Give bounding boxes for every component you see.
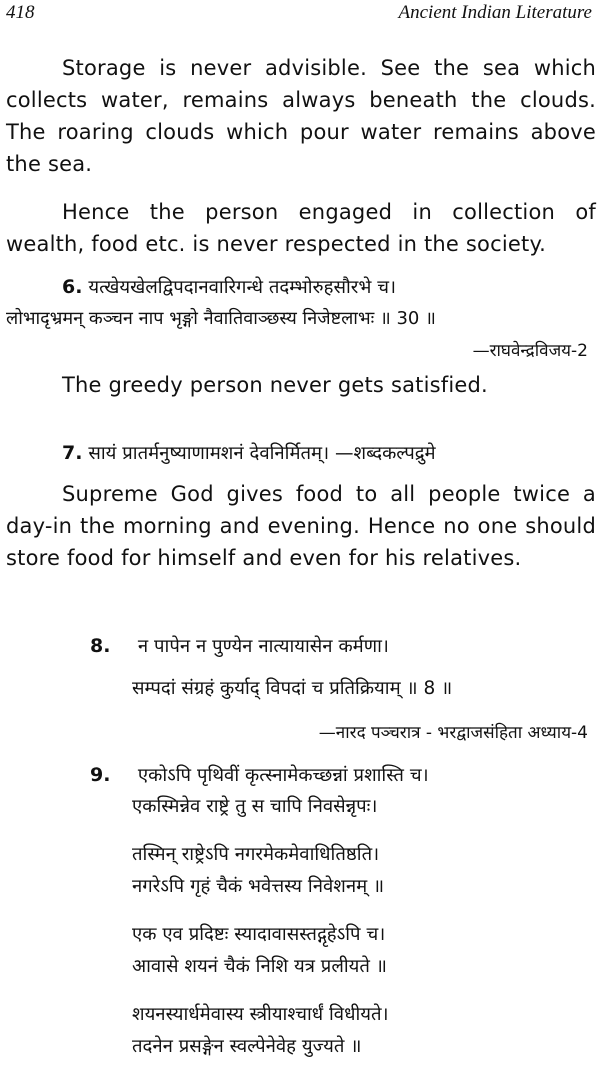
verse-6-line-1 — [62, 272, 396, 303]
paragraph-storage: Storage is never advisible. See the sea which collects water, remains always beneath the clouds. The roaring clouds which pour water remains above the sea. — [6, 56, 596, 176]
verse-9-line-8: तदनेन प्रसङ्गेन स्वल्पेनेवेह युज्यते ॥ — [132, 1036, 362, 1057]
verse-8-line-2: सम्पदां संग्रहं कुर्याद् विपदां च प्रतिक्रियाम् ॥ 8 ॥ — [132, 678, 453, 699]
verse-9-line-5: एक एव प्रदिष्टः स्यादावासस्तद्गृहेऽपि च। — [132, 924, 386, 945]
verse-9-line-4: नगरेऽपि गृहं चैकं भवेत्तस्य निवेशनम् ॥ — [132, 876, 385, 897]
verse-text: एकोऽपि पृथिवीं कृत्स्नामेकच्छन्नां प्रशास्ति च। — [137, 765, 429, 786]
verse-text: सायं प्रातर्मनुष्याणामशनं देवनिर्मितम्। —शब्दकल्पद्रुमे — [88, 443, 436, 464]
verse-number: 9. — [90, 764, 111, 786]
verse-9-line-1 — [90, 760, 429, 791]
verse-9-line-6: आवासे शयनं चैकं निशि यत्र प्रलीयते ॥ — [132, 956, 387, 977]
verse-text: न पापेन न पुण्येन नात्यायासेन कर्मणा। — [137, 636, 389, 657]
paragraph-greedy: The greedy person never gets satisfied. — [62, 373, 488, 397]
verse-6-attribution: —राघवेन्द्रविजय-2 — [472, 341, 588, 361]
verse-8-attribution: —नारद पञ्चरात्र - भरद्वाजसंहिता अध्याय-4 — [318, 723, 588, 743]
verse-number: 7. — [62, 442, 83, 464]
verse-9-line-7: शयनस्यार्धमेवास्य स्त्रीयाश्चार्धं विधीयते। — [132, 1004, 389, 1025]
paragraph-hence: Hence the person engaged in collection of wealth, food etc. is never respected in the society. — [6, 200, 596, 256]
page-header — [6, 2, 592, 28]
running-title: Ancient Indian Literature — [398, 2, 592, 23]
page-number: 418 — [6, 2, 35, 23]
verse-text: यत्खेयखेलद्विपदानवारिगन्धे तदम्भोरुहसौरभे च। — [88, 277, 396, 298]
verse-7-line-1 — [62, 438, 436, 469]
verse-6-line-2: लोभादृभ्रमन् कञ्चन नाप भृङ्गो नैवातिवाञ्छस्य निजेष्टलाभः ॥ 30 ॥ — [6, 308, 436, 329]
verse-number: 6. — [62, 276, 83, 298]
paragraph-supreme-god: Supreme God gives food to all people twice a day-in the morning and evening. Hence no one should store food for himself and even for his relatives. — [6, 482, 596, 570]
verse-8-line-1 — [90, 631, 389, 662]
verse-number: 8. — [90, 635, 111, 657]
verse-9-line-3: तस्मिन् राष्ट्रेऽपि नगरमेकमेवाधितिष्ठति। — [132, 844, 380, 865]
verse-9-line-2: एकस्मिन्नेव राष्ट्रे तु स चापि निवसेन्नृपः। — [132, 796, 378, 817]
